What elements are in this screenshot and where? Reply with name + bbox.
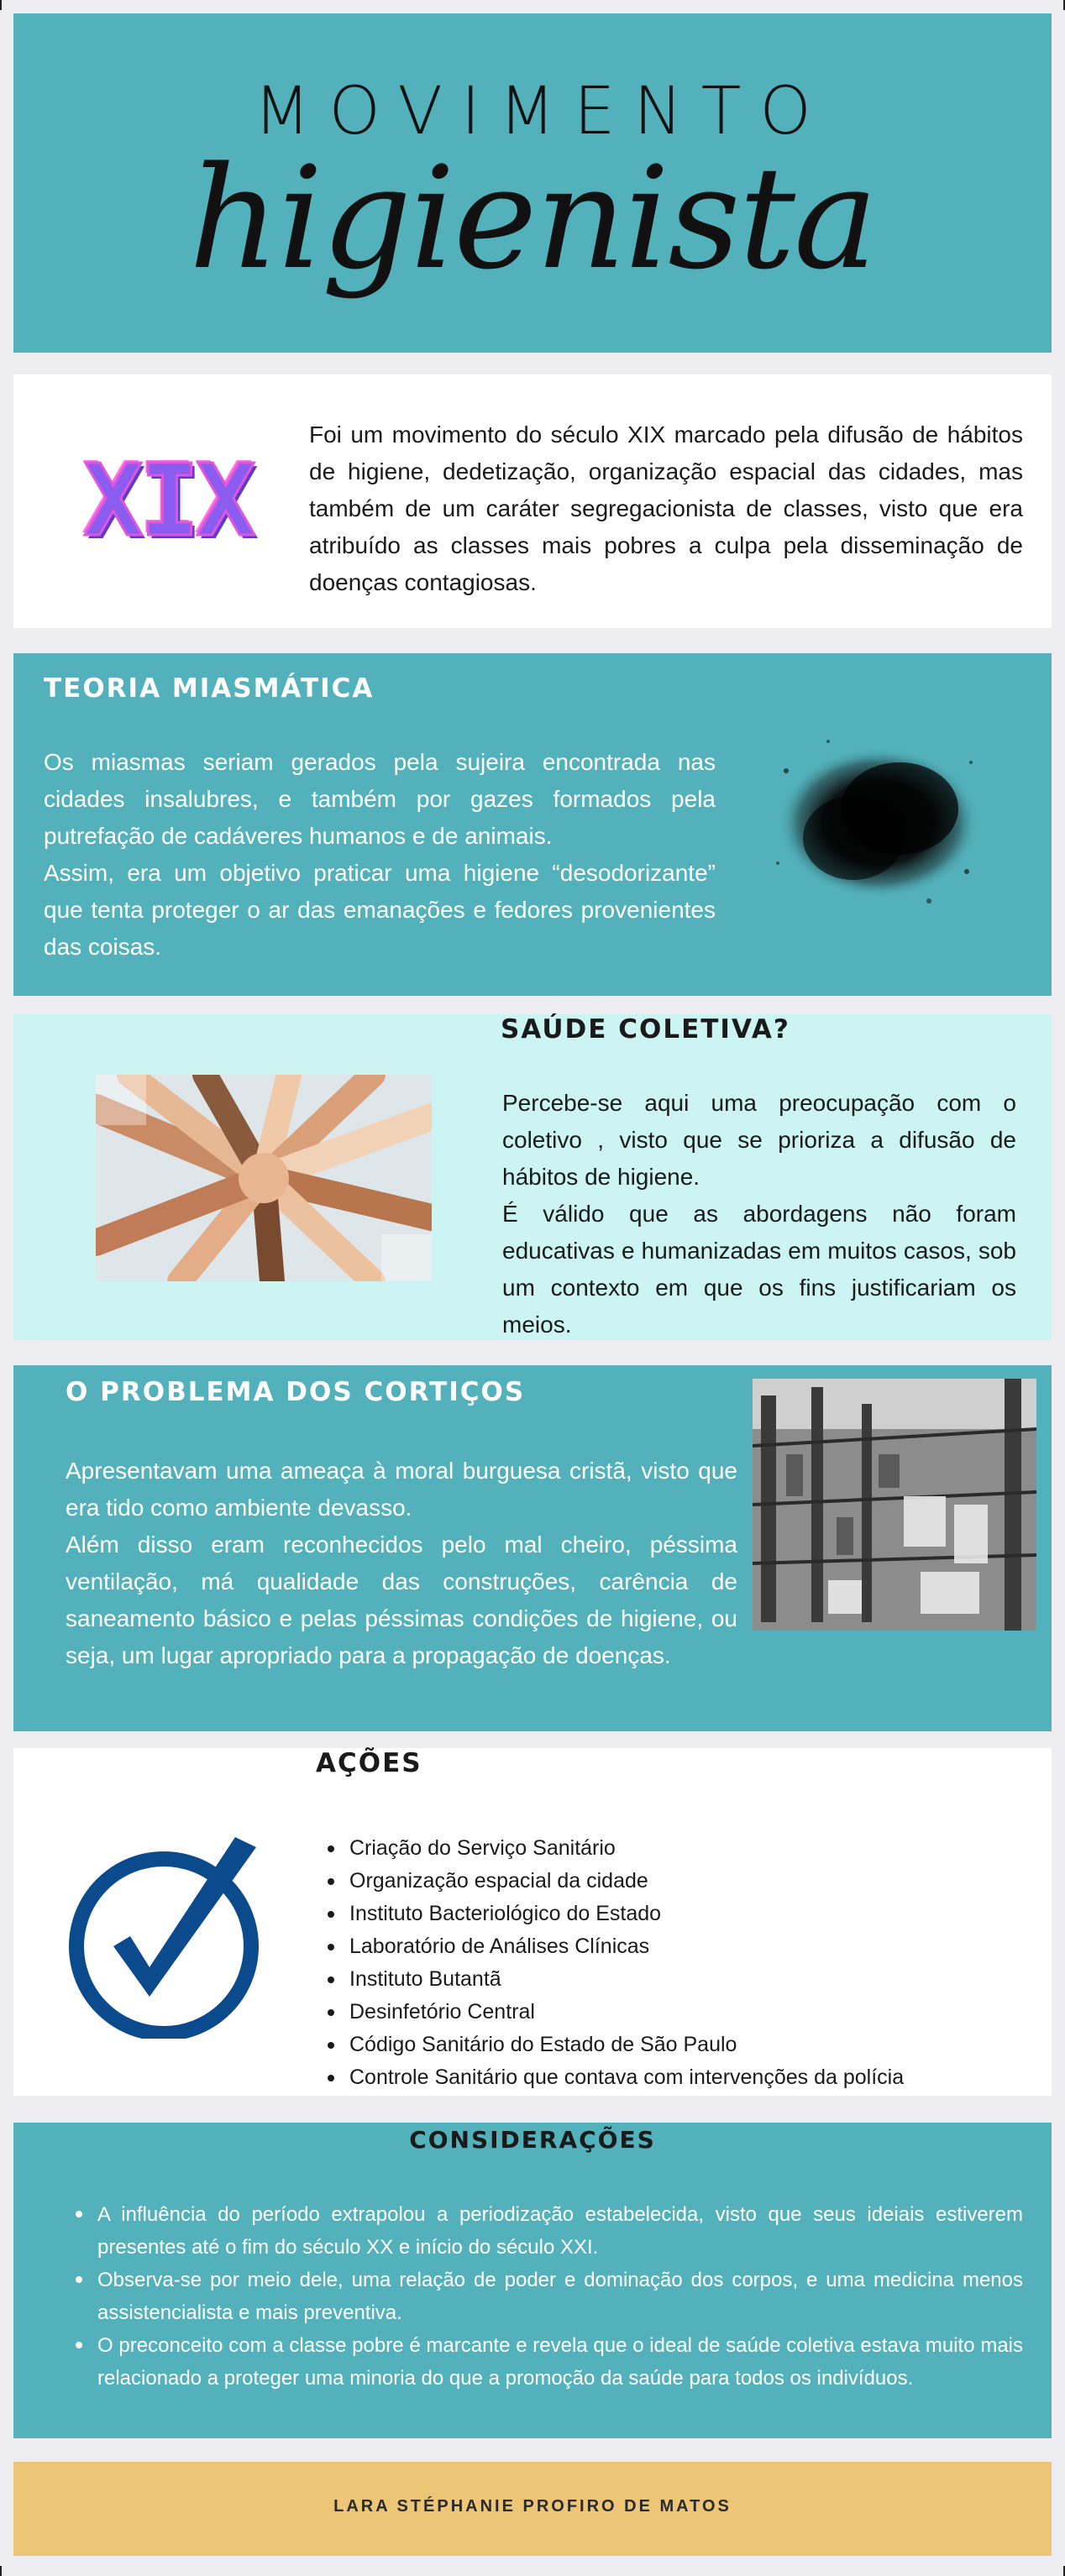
list-item: Desinfetório Central xyxy=(324,1996,1013,2029)
footer-banner xyxy=(13,2462,1052,2556)
list-item: Laboratório de Análises Clínicas xyxy=(324,1930,1013,1963)
list-item: Organização espacial da cidade xyxy=(324,1865,1013,1898)
crop-mark xyxy=(0,0,2,10)
corticos-text xyxy=(66,1453,737,1674)
corticos-title: O PROBLEMA DOS CORTIÇOS xyxy=(66,1377,526,1407)
list-item: Instituto Butantã xyxy=(324,1963,1013,1996)
acoes-section xyxy=(13,1748,1052,2096)
list-item: Controle Sanitário que contava com intervenções da polícia xyxy=(324,2061,1013,2094)
saude-text xyxy=(502,1085,1016,1343)
saude-coletiva-section xyxy=(13,1014,1052,1340)
checkmark-icon xyxy=(67,1829,277,2039)
saude-paragraph-2: É válido que as abordagens não foram educativas e humanizadas em muitos casos, sob um contexto em que os fins justificariam os meios. xyxy=(502,1201,1016,1338)
consideracoes-list xyxy=(72,2198,1023,2395)
hands-together-photo xyxy=(96,1075,432,1281)
intro-section xyxy=(13,374,1052,628)
xix-badge: XIX xyxy=(83,442,253,558)
saude-title: SAÚDE COLETIVA? xyxy=(501,1014,790,1045)
page-script-title: higienista xyxy=(188,136,877,301)
teoria-text xyxy=(44,744,716,966)
consideracoes-title: CONSIDERAÇÕES xyxy=(409,2126,656,2154)
teoria-miasmatica-section xyxy=(13,653,1052,996)
list-item: O preconceito com a classe pobre é marcante e revela que o ideal de saúde coletiva estava muito mais relacionado a proteger uma minoria do que a promoção da saúde para todos os indivíduos. xyxy=(72,2329,1023,2395)
list-item: Criação do Serviço Sanitário xyxy=(324,1832,1013,1865)
list-item: Código Sanitário do Estado de São Paulo xyxy=(324,2029,1013,2061)
consideracoes-section xyxy=(13,2123,1052,2438)
intro-text: Foi um movimento do século XIX marcado pela difusão de hábitos de higiene, dedetização, organização espacial das cidades, mas também de um caráter segregacionista de classes, visto que era atribuído as classes mais pobres a culpa pela disseminação de doenças contagiosas. xyxy=(309,421,1023,595)
list-item: Observa-se por meio dele, uma relação de poder e dominação dos corpos, e uma medicina menos assistencialista e mais preventiva. xyxy=(72,2264,1023,2329)
corticos-section xyxy=(13,1365,1052,1731)
list-item: Instituto Bacteriológico do Estado xyxy=(324,1898,1013,1930)
header-banner xyxy=(13,13,1052,353)
teoria-paragraph-1: Os miasmas seriam gerados pela sujeira encontrada nas cidades insalubres, e também por gazes formados pela putrefação de cadáveres humanos e de animais. xyxy=(44,749,716,849)
corticos-paragraph-2: Além disso eram reconhecidos pelo mal cheiro, péssima ventilação, má qualidade das construções, carência de saneamento básico e pelas péssimas condições de higiene, ou seja, um lugar apropriado para a propagação de doenças. xyxy=(66,1531,737,1668)
page-title: MOVIMENTO xyxy=(254,74,830,149)
acoes-title: AÇÕES xyxy=(316,1748,422,1778)
miasma-cloud-image xyxy=(753,720,996,922)
list-item: A influência do período extrapolou a periodização estabelecida, visto que seus ideiais estiverem presentes até o fim do século XX e início do século XXI. xyxy=(72,2198,1023,2264)
acoes-list xyxy=(324,1832,1013,2094)
corticos-paragraph-1: Apresentavam uma ameaça à moral burguesa cristã, visto que era tido como ambiente devasso. xyxy=(66,1458,737,1521)
teoria-title: TEORIA MIASMÁTICA xyxy=(44,673,375,704)
author-name: LARA STÉPHANIE PROFIRO DE MATOS xyxy=(333,2497,732,2516)
cortico-historic-photo xyxy=(753,1379,1036,1631)
crop-mark xyxy=(0,2566,2,2576)
teoria-paragraph-2: Assim, era um objetivo praticar uma higiene “desodorizante” que tenta proteger o ar das emanações e fedores provenientes das coisas. xyxy=(44,860,716,960)
saude-paragraph-1: Percebe-se aqui uma preocupação com o coletivo , visto que se prioriza a difusão de hábitos de higiene. xyxy=(502,1090,1016,1190)
